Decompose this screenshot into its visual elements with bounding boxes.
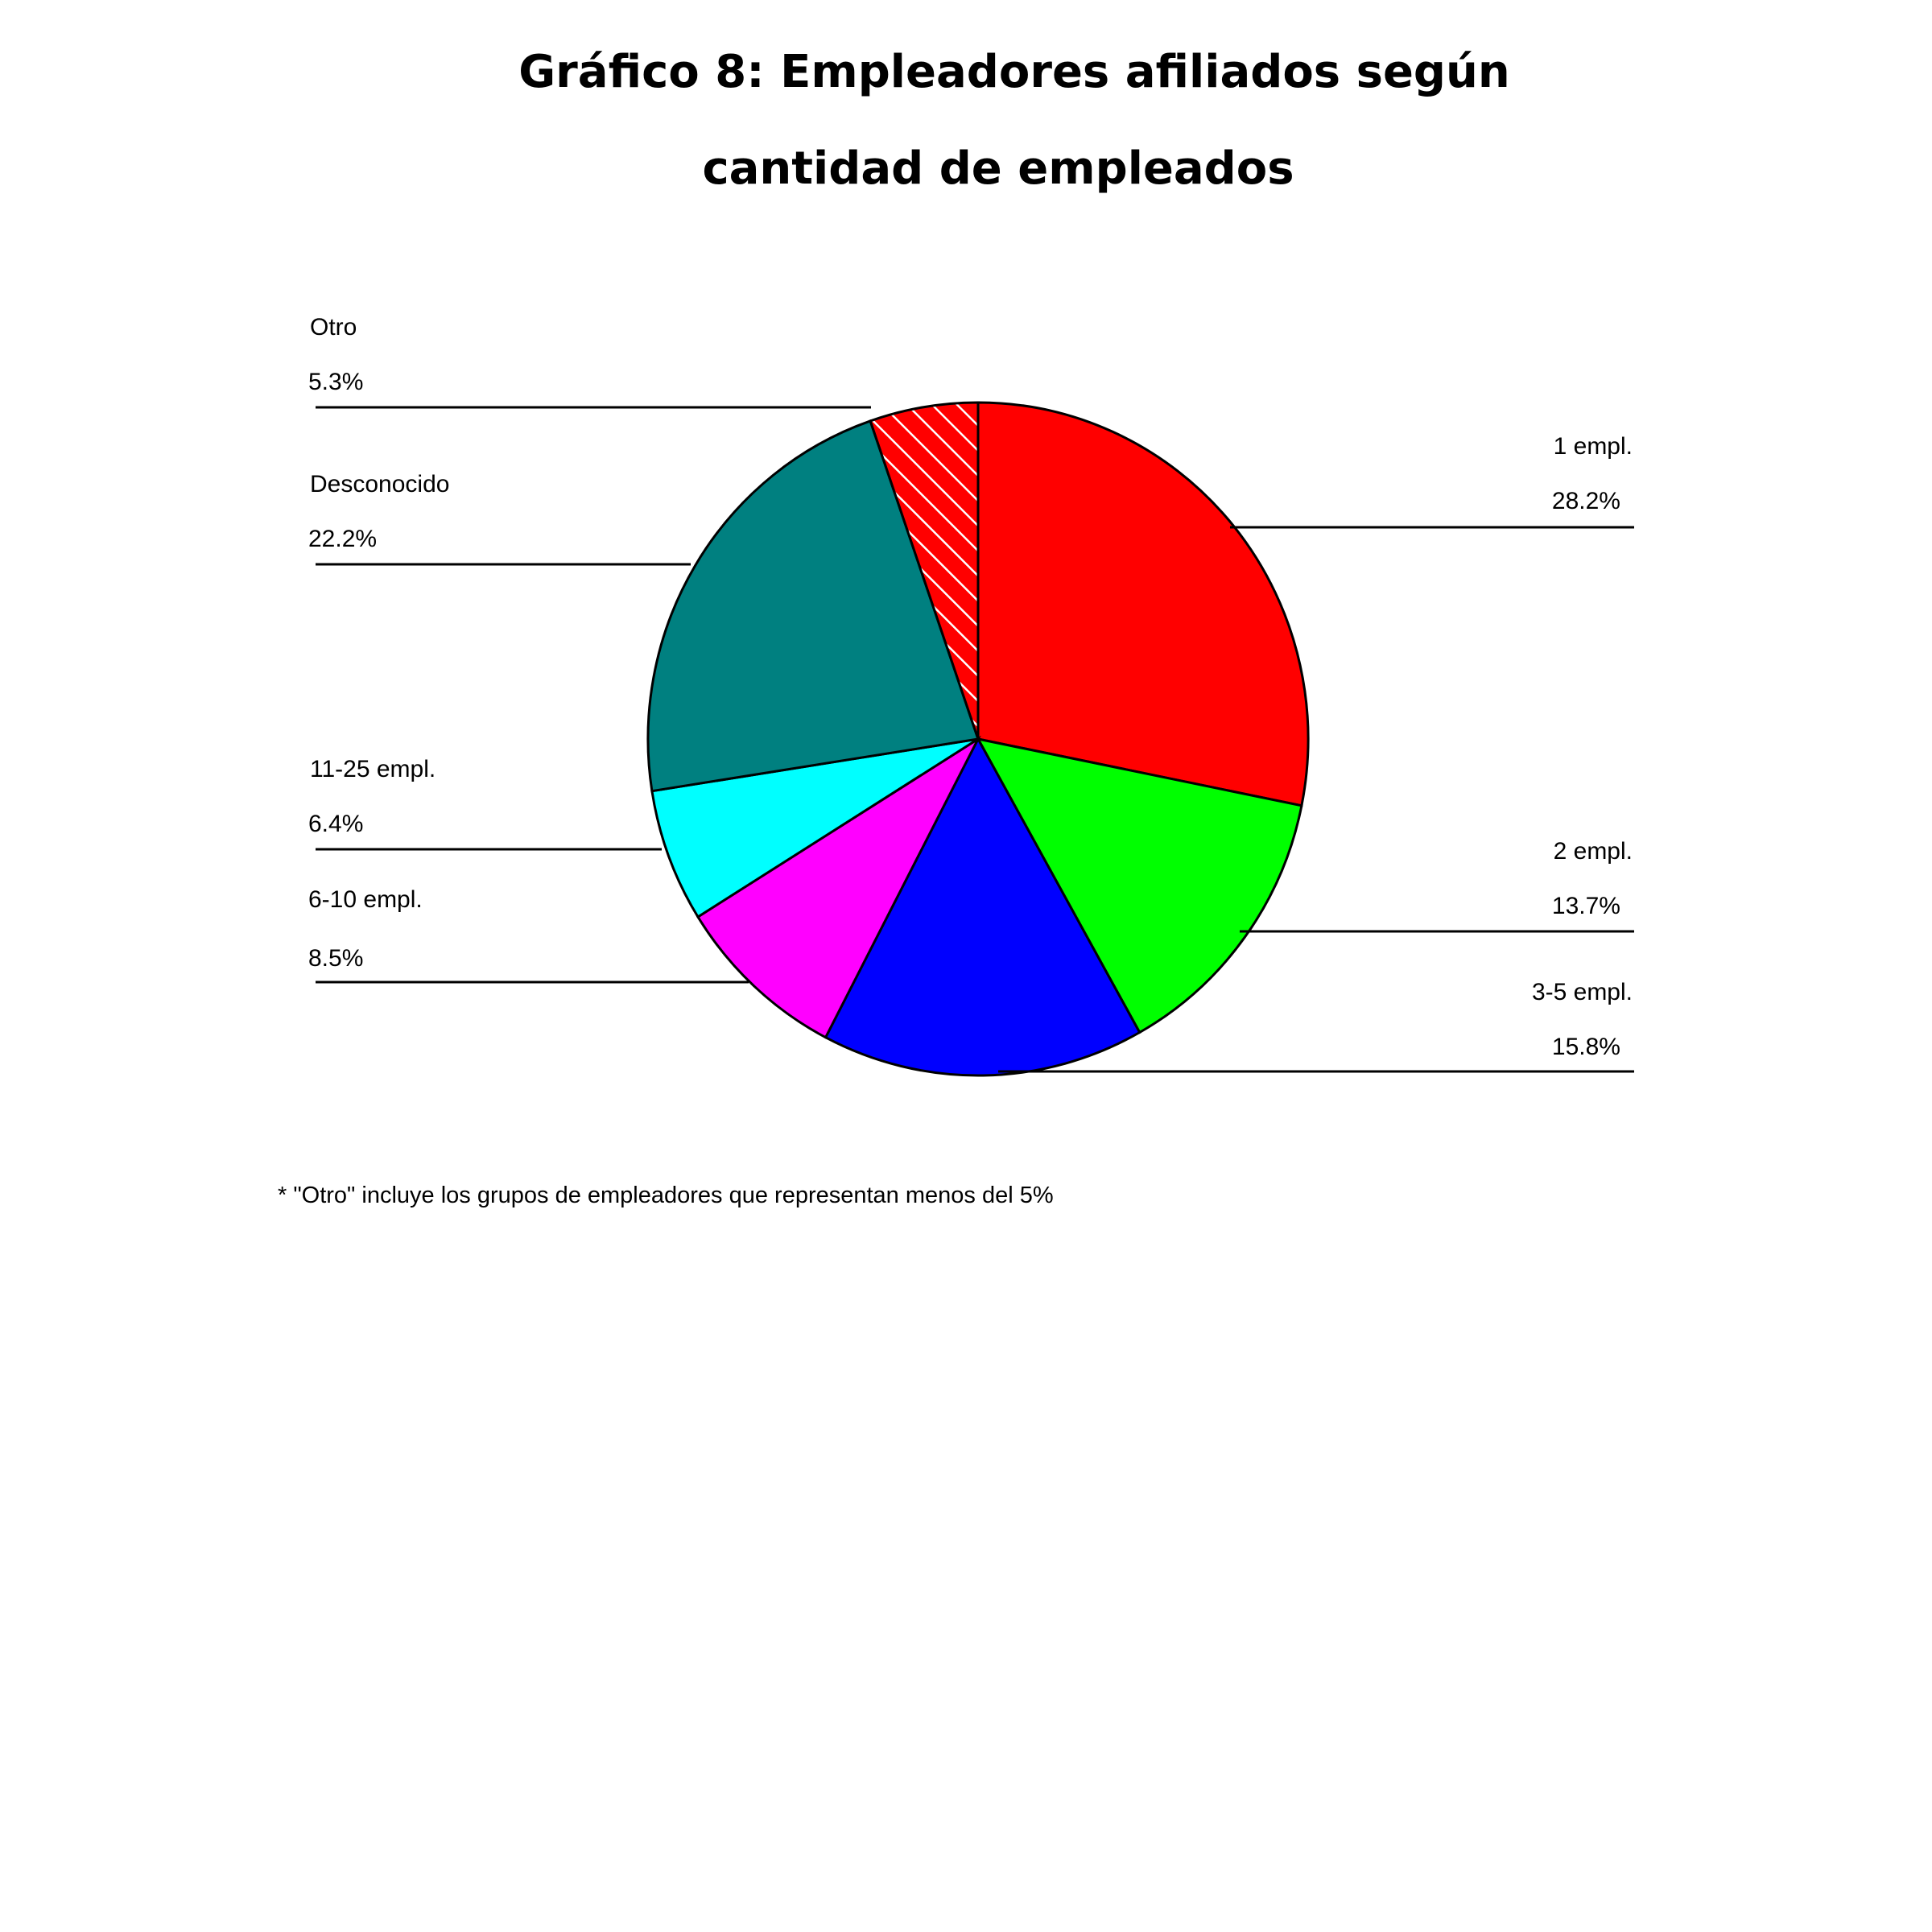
label-desconocido: Desconocido bbox=[310, 471, 450, 497]
label-11-25-empl: 11-25 empl. bbox=[310, 756, 436, 782]
label-2-empl: 2 empl. bbox=[1553, 838, 1633, 865]
value-11-25-empl: 6.4% bbox=[308, 811, 364, 837]
label-6-10-empl: 6-10 empl. bbox=[308, 886, 423, 913]
value-2-empl: 13.7% bbox=[1551, 893, 1620, 919]
label-1-empl: 1 empl. bbox=[1553, 433, 1633, 460]
chart-footnote: * "Otro" incluye los grupos de empleadores que representan menos del 5% bbox=[278, 1183, 1054, 1208]
value-desconocido: 22.2% bbox=[308, 526, 378, 552]
pie-slice-1-empl bbox=[978, 402, 1308, 806]
label-3-5-empl: 3-5 empl. bbox=[1531, 979, 1633, 1005]
value-3-5-empl: 15.8% bbox=[1551, 1034, 1620, 1060]
value-1-empl: 28.2% bbox=[1551, 488, 1620, 514]
label-otro: Otro bbox=[310, 314, 357, 341]
value-6-10-empl: 8.5% bbox=[308, 945, 364, 972]
chart-title: Gráfico 8: Empleadores afiliados según bbox=[518, 46, 1510, 98]
value-otro: 5.3% bbox=[308, 369, 364, 395]
pie-slices bbox=[648, 402, 1308, 1075]
chart-subtitle: cantidad de empleados bbox=[702, 142, 1294, 195]
